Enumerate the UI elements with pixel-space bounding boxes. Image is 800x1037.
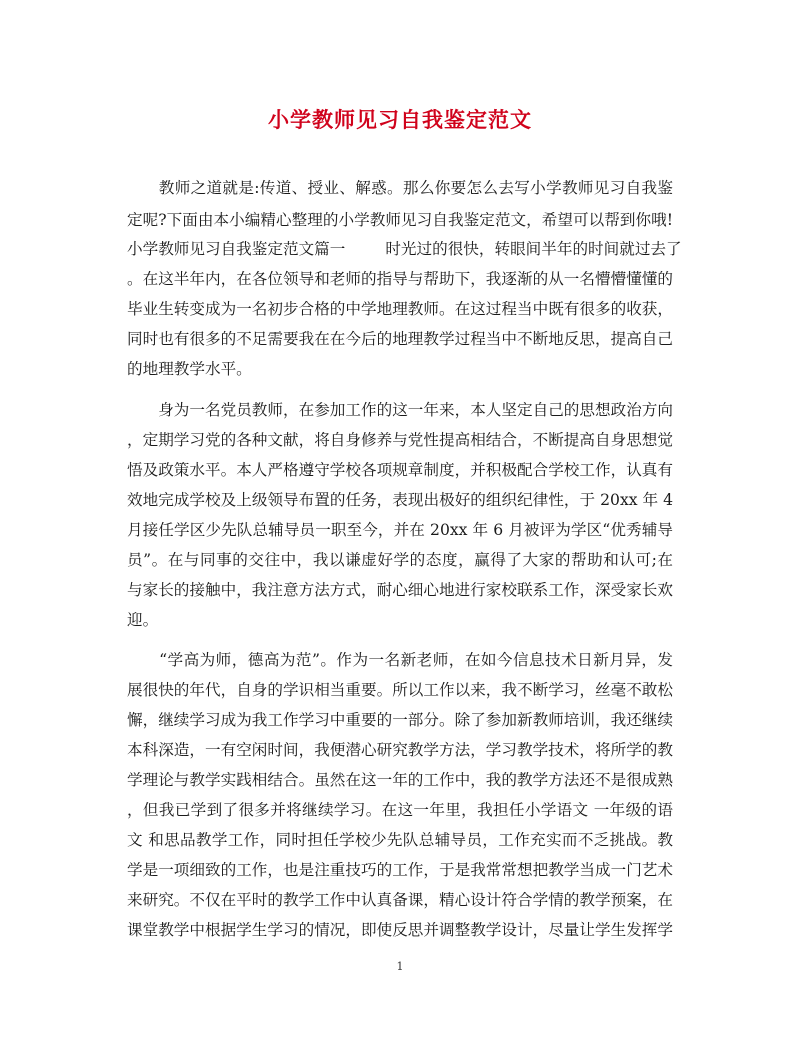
body-line: 悟及政策水平。本人严格遵守学校各项规章制度，并积极配合学校工作，认真有 xyxy=(127,461,673,479)
body-line: 教师之道就是:传道、授业、解惑。那么你要怎么去写小学教师见习自我鉴 xyxy=(127,179,673,197)
body-line: 毕业生转变成为一名初步合格的中学地理教师。在这过程当中既有很多的收获， xyxy=(127,300,673,318)
body-line: 本科深造，一有空闲时间，我便潜心研究教学方法，学习教学技术，将所学的教 xyxy=(127,741,673,759)
body-line: 学是一项细致的工作，也是注重技巧的工作，于是我常常想把教学当成一门艺术 xyxy=(127,861,673,879)
body-line: 身为一名党员教师，在参加工作的这一年来，本人坚定自己的思想政治方向 xyxy=(127,401,673,419)
body-line: ，但我已学到了很多并将继续学习。在这一年里，我担任小学语文 一年级的语 xyxy=(127,801,673,819)
body-line: 员”。在与同事的交往中，我以谦虚好学的态度，赢得了大家的帮助和认可;在 xyxy=(127,551,673,569)
body-line: 展很快的年代，自身的学识相当重要。所以工作以来，我不断学习，丝毫不敢松 xyxy=(127,681,673,699)
body-line: 文 和思品教学工作，同时担任学校少先队总辅导员，工作充实而不乏挑战。教 xyxy=(127,831,673,849)
body-line: 同时也有很多的不足需要我在在今后的地理教学过程当中不断地反思，提高自己 xyxy=(127,330,673,348)
document-title: 小学教师见习自我鉴定范文 xyxy=(268,107,532,132)
body-line: 来研究。不仅在平时的教学工作中认真备课，精心设计符合学情的教学预案，在 xyxy=(127,891,673,909)
body-line: 月接任学区少先队总辅导员一职至今，并在 20xx 年 6 月被评为学区“优秀辅导 xyxy=(127,521,673,539)
body-line: 懈，继续学习成为我工作学习中重要的一部分。除了参加新教师培训，我还继续 xyxy=(127,711,673,729)
page-number: 1 xyxy=(396,960,404,973)
body-line: ，定期学习党的各种文献，将自身修养与党性提高相结合，不断提高自身思想觉 xyxy=(127,431,673,449)
body-line: 。在这半年内，在各位领导和老师的指导与帮助下，我逐渐的从一名懵懵懂懂的 xyxy=(127,270,673,288)
body-line: 与家长的接触中，我注意方法方式，耐心细心地进行家校联系工作，深受家长欢 xyxy=(127,581,673,599)
body-line-split xyxy=(127,239,682,259)
body-line: “学高为师，德高为范”。作为一名新老师，在如今信息技术日新月异，发 xyxy=(127,651,673,669)
body-line: 的地理教学水平。 xyxy=(127,360,252,378)
body-line-part: 时光过的很快，转眼间半年的时间就过去了 xyxy=(385,240,682,258)
body-line: 学理论与教学实践相结合。虽然在这一年的工作中，我的教学方法还不是很成熟 xyxy=(127,771,673,789)
body-line: 迎。 xyxy=(127,611,159,629)
body-line: 效地完成学校及上级领导布置的任务，表现出极好的组织纪律性，于 20xx 年 4 xyxy=(127,491,673,509)
body-line: 课堂教学中根据学生学习的情况，即使反思并调整教学设计，尽量让学生发挥学 xyxy=(127,921,673,939)
body-line-part: 小学教师见习自我鉴定范文篇一 xyxy=(127,240,346,258)
body-line: 定呢?下面由本小编精心整理的小学教师见习自我鉴定范文，希望可以帮到你哦! xyxy=(127,211,673,229)
